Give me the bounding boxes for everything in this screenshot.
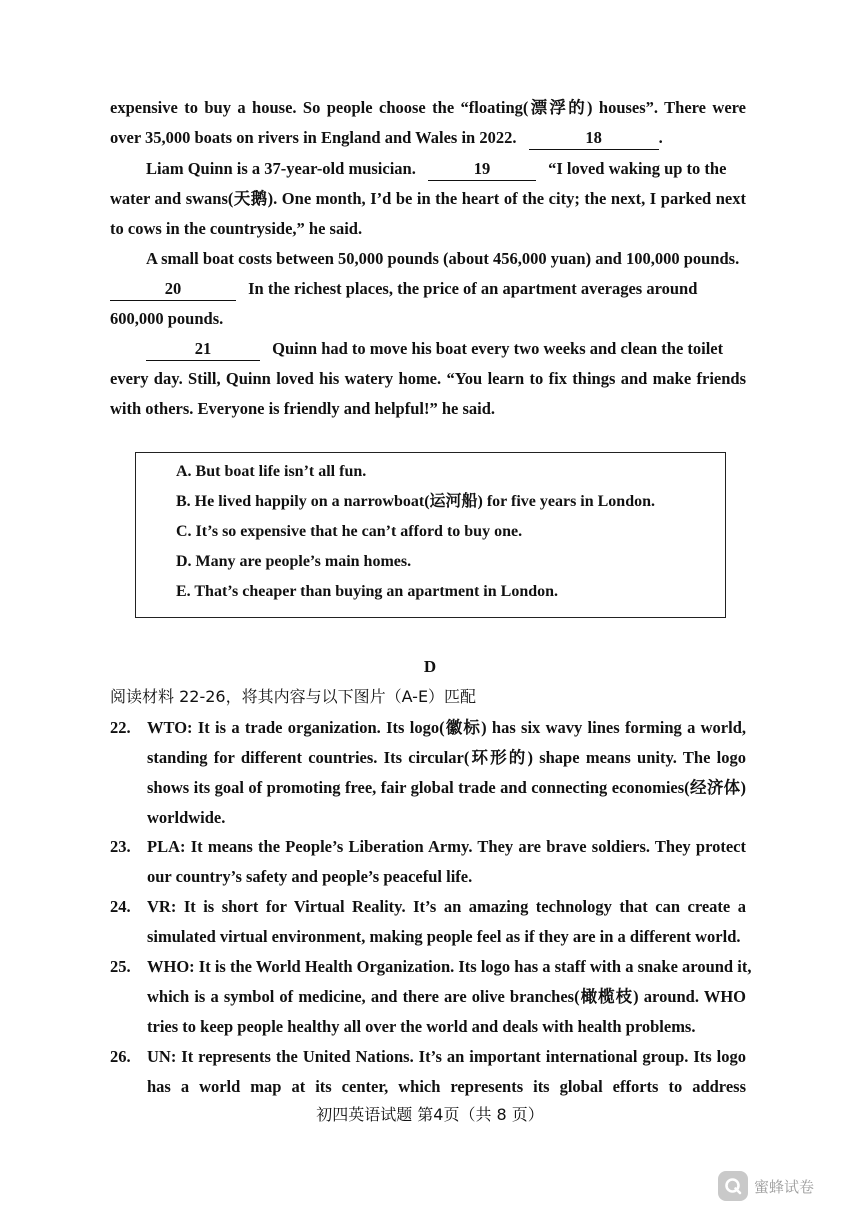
section-instruction: 阅读材料 22-26，将其内容与以下图片（A-E）匹配 [110,687,477,706]
text-line: shows its goal of promoting free, fair global trade and connecting economies(经济体) [147,778,746,797]
blank-number: 20 [164,279,182,298]
text-segment: “I loved waking up to the [548,159,727,178]
text-line: WTO: It is a trade organization. Its logo(徽标) has six wavy lines forming a world, [147,718,746,737]
text-line: worldwide. [147,808,226,827]
item-number: 23. [110,837,131,856]
text-line: VR: It is short for Virtual Reality. It’s an amazing technology that can create a [147,897,746,916]
watermark-text: 蜜蜂试卷 [754,1177,815,1196]
watermark [718,1169,838,1203]
options-box [135,452,726,618]
item-number: 24. [110,897,131,916]
text-line: has a world map at its center, which represents its global efforts to address [147,1077,746,1096]
item-text [147,1042,746,1102]
text-line: tries to keep people healthy all over the world and deals with health problems. [147,1017,696,1036]
text-segment: In the richest places, the price of an apartment averages around [248,279,698,298]
text-line: expensive to buy a house. So people choose the “floating(漂浮的) houses”. There were [110,98,746,117]
text-line: water and swans(天鹅). One month, I’d be in the heart of the city; the next, I parked next [110,189,746,208]
text-line: UN: It represents the United Nations. It’s an important international group. Its logo [147,1047,746,1066]
blank-18[interactable] [529,127,659,150]
item-number: 22. [110,718,131,737]
paragraph-1 [110,93,746,153]
blank-19[interactable] [428,158,536,181]
option-b: B. He lived happily on a narrowboat(运河船) for five years in London. [176,493,656,510]
text-line: simulated virtual environment, making people feel as if they are in a different world. [147,927,741,946]
page-footer: 初四英语试题 第4页（共 8 页） [316,1105,544,1124]
text-line [110,154,746,184]
paragraph-3 [110,244,746,334]
option-a: A. But boat life isn’t all fun. [176,463,367,480]
item-text [147,892,746,952]
text-line [110,274,746,304]
q-logo-icon [718,1171,748,1201]
text-line: 600,000 pounds. [110,309,224,328]
blank-number: 19 [473,159,491,178]
text-line [110,334,746,364]
text-line: every day. Still, Quinn loved his watery home. “You learn to fix things and make friends [110,369,746,388]
period: . [658,128,663,147]
text-line: with others. Everyone is friendly and helpful!” he said. [110,399,496,418]
item-text [147,952,752,1042]
text-line: A small boat costs between 50,000 pounds (about 456,000 yuan) and 100,000 pounds. [146,249,740,268]
text-line: which is a symbol of medicine, and there are olive branches(橄榄枝) around. WHO [147,987,746,1006]
option-e: E. That’s cheaper than buying an apartment in London. [176,583,559,600]
text-line [110,123,746,153]
blank-20[interactable] [110,278,236,301]
item-text [147,713,746,833]
text-line: to cows in the countryside,” he said. [110,219,363,238]
item-number: 26. [110,1047,131,1066]
text-line: our country’s safety and people’s peaceful life. [147,867,473,886]
blank-21[interactable] [146,338,260,361]
section-heading: D [423,657,437,676]
option-c: C. It’s so expensive that he can’t afford to buy one. [176,523,523,540]
text-line: standing for different countries. Its circular(环形的) shape means unity. The logo [147,748,746,767]
text-line: PLA: It means the People’s Liberation Army. They are brave soldiers. They protect [147,837,746,856]
blank-number: 18 [585,128,602,147]
item-number: 25. [110,957,131,976]
text-line: WHO: It is the World Health Organization. Its logo has a staff with a snake around it, [147,957,752,976]
blank-number: 21 [194,339,212,358]
text-segment: Liam Quinn is a 37-year-old musician. [146,159,416,178]
text-segment: Quinn had to move his boat every two weeks and clean the toilet [272,339,724,358]
option-d: D. Many are people’s main homes. [176,553,412,570]
paragraph-2 [110,154,746,244]
text-segment: over 35,000 boats on rivers in England and Wales in 2022. [110,128,517,147]
item-text [147,832,746,892]
paragraph-4 [110,334,746,424]
